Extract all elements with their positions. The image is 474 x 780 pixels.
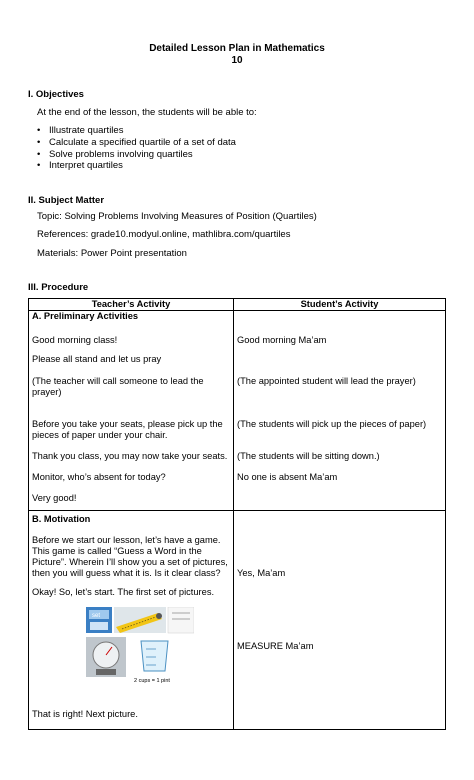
- teacher-line: Okay! So, let’s start. The first set of pictures.: [32, 587, 215, 597]
- teacher-line: (The teacher will call someone to lead the prayer): [32, 376, 204, 397]
- student-line: (The appointed student will lead the prayer): [237, 376, 416, 386]
- teacher-line: That is right! Next picture.: [32, 709, 138, 719]
- subject-topic: Topic: Solving Problems Involving Measures of Position (Quartiles): [37, 211, 317, 222]
- section-a-heading: A. Preliminary Activities: [32, 311, 139, 321]
- subject-references: References: grade10.modyul.online, mathlibra.com/quartiles: [37, 229, 291, 240]
- teacher-line: Good morning class!: [32, 335, 118, 345]
- document-title: Detailed Lesson Plan in Mathematics: [149, 43, 325, 54]
- student-column-header: Student’s Activity: [234, 299, 446, 311]
- objectives-intro: At the end of the lesson, the students will be able to:: [37, 107, 257, 118]
- motivation-student-cell: [234, 511, 446, 730]
- objective-item: • Interpret quartiles: [37, 160, 123, 171]
- subject-materials: Materials: Power Point presentation: [37, 248, 187, 259]
- procedure-heading: III. Procedure: [28, 282, 89, 293]
- objective-item: • Calculate a specified quartile of a set of data: [37, 137, 236, 148]
- objective-item: • Illustrate quartiles: [37, 125, 124, 136]
- teacher-line: Very good!: [32, 493, 77, 503]
- preliminary-teacher-cell: [29, 311, 234, 511]
- measure-pictures: [86, 607, 194, 687]
- subject-heading: II. Subject Matter: [28, 195, 105, 206]
- picture-caption: 2 cups = 1 pint: [134, 678, 170, 684]
- student-line: Yes, Ma’am: [237, 568, 286, 578]
- student-line: (The students will be sitting down.): [237, 451, 380, 461]
- teacher-line: Monitor, who’s absent for today?: [32, 472, 166, 482]
- procedure-table: [28, 298, 446, 730]
- preliminary-student-cell: [234, 311, 446, 511]
- teacher-line: Before we start our lesson, let’s have a game. This game is called “Guess a Word in the Picture”. Wherein I’ll show you a set of pictures, then you will guess what it is. Is it clear class?: [32, 535, 228, 578]
- teacher-line: Before you take your seats, please pick up the pieces of paper under your chair.: [32, 419, 223, 440]
- objective-item: • Solve problems involving quartiles: [37, 149, 193, 160]
- picture-collage: [86, 607, 194, 687]
- student-line: No one is absent Ma’am: [237, 472, 338, 482]
- section-b-heading: B. Motivation: [32, 514, 91, 524]
- motivation-teacher-cell: [29, 511, 234, 730]
- student-line: MEASURE Ma’am: [237, 641, 314, 651]
- objectives-heading: I. Objectives: [28, 89, 84, 100]
- teacher-line: Please all stand and let us pray: [32, 354, 162, 364]
- svg-text:set: set: [92, 613, 101, 619]
- document-grade: 10: [231, 55, 243, 66]
- teacher-line: Thank you class, you may now take your seats.: [32, 451, 228, 461]
- student-line: (The students will pick up the pieces of paper): [237, 419, 427, 429]
- teacher-column-header: Teacher’s Activity: [29, 299, 234, 311]
- student-line: Good morning Ma’am: [237, 335, 327, 345]
